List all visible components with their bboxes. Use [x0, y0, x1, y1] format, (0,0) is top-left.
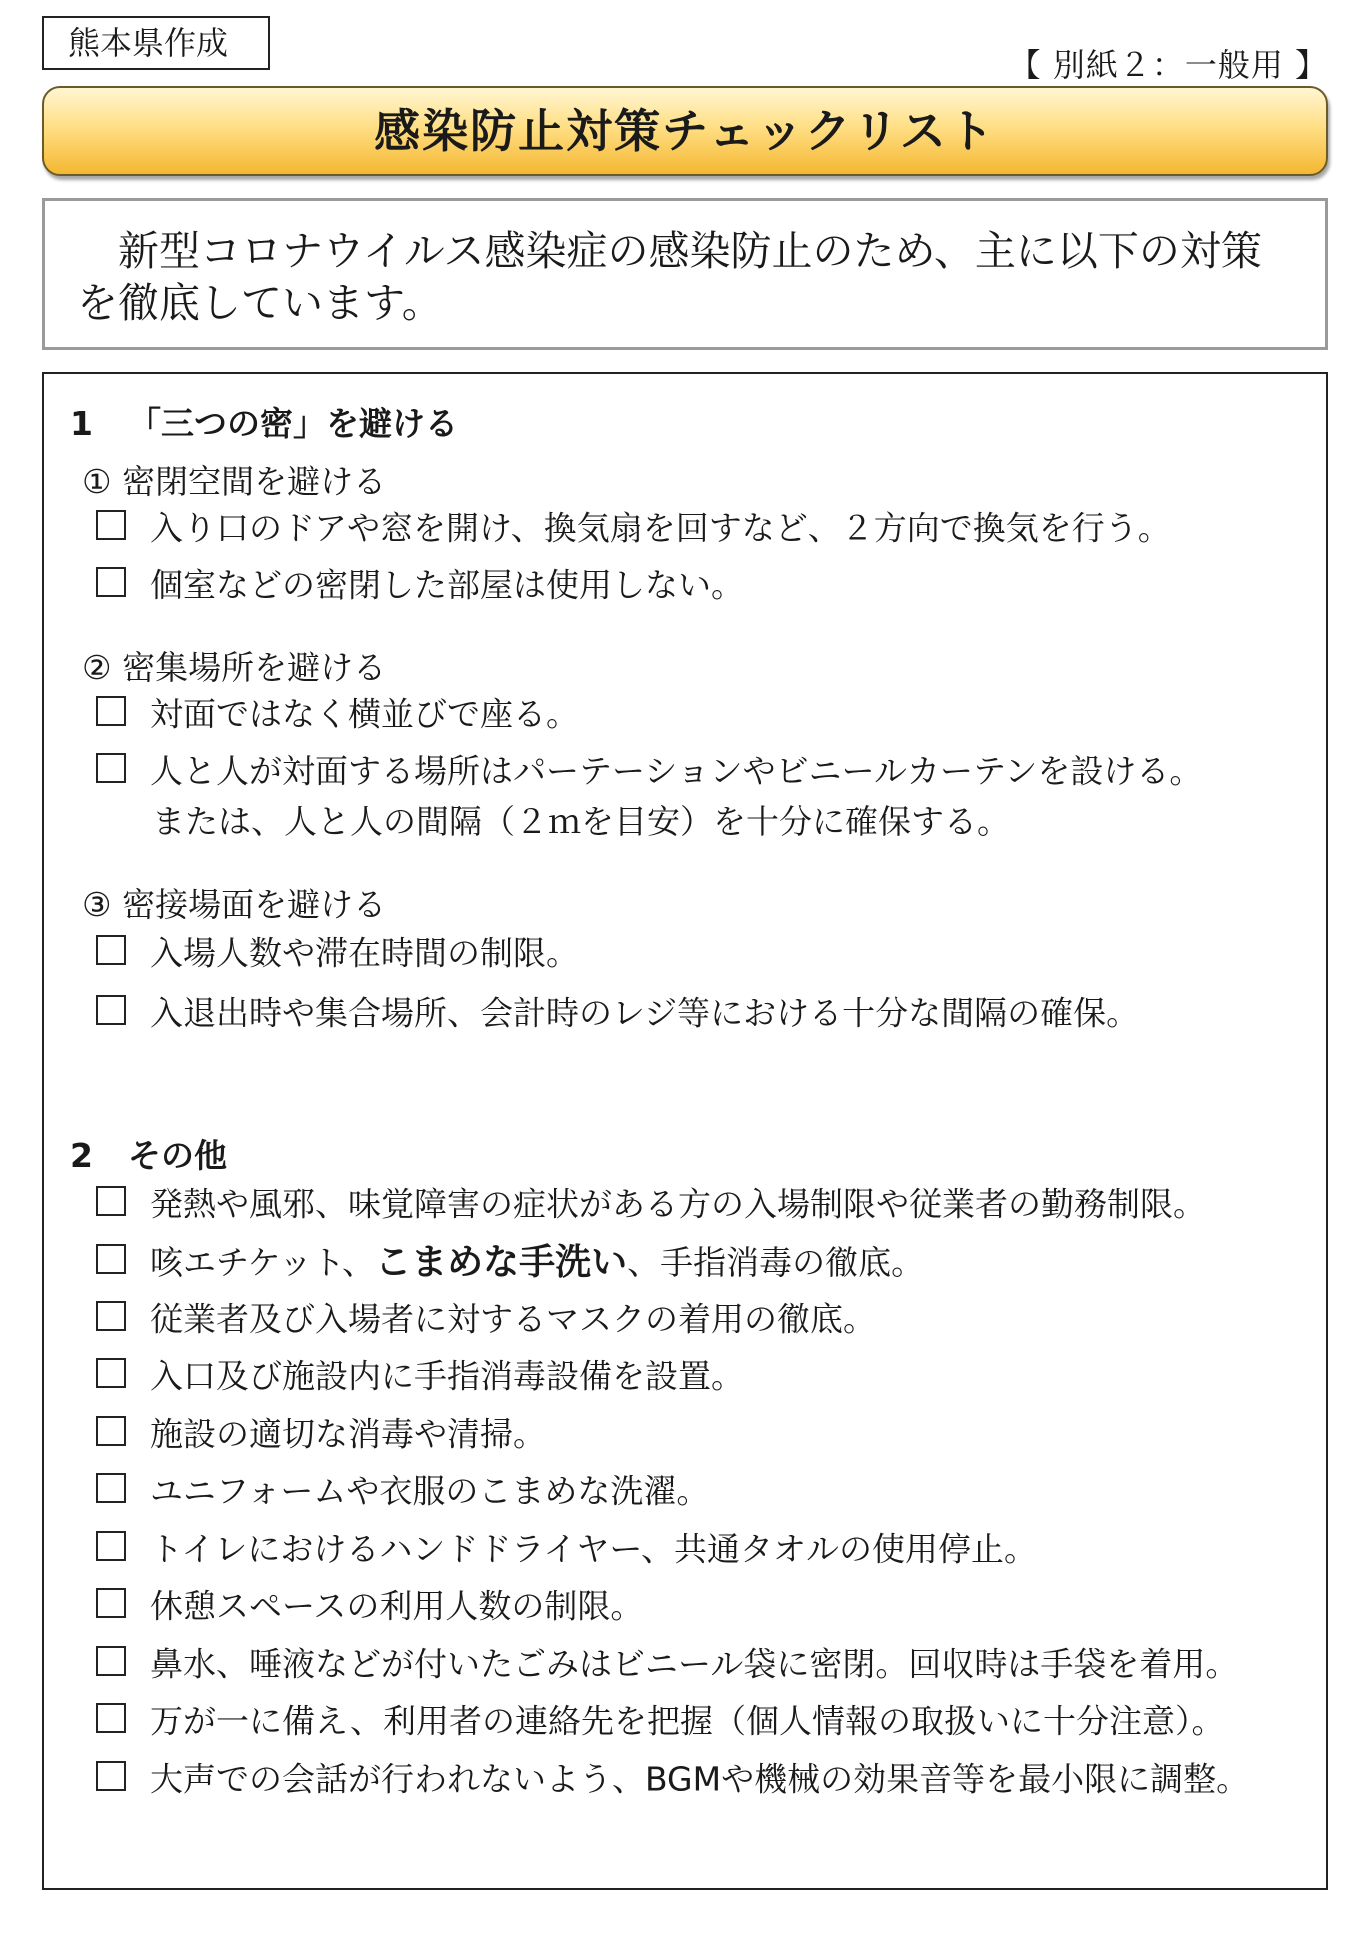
checkbox[interactable]: [96, 1186, 126, 1216]
checkbox[interactable]: [96, 1244, 126, 1274]
section-1-title: 「三つの密」を避ける: [128, 404, 458, 443]
checklist-item-text: 従業者及び入場者に対するマスクの着用の徹底。: [150, 1299, 876, 1339]
checklist-box: [42, 372, 1328, 1890]
checklist-item-text: 発熱や風邪、味覚障害の症状がある方の入場制限や従業者の勤務制限。: [150, 1184, 1206, 1224]
checkbox[interactable]: [96, 1473, 126, 1503]
author-label: 熊本県作成: [42, 16, 270, 70]
checklist-item: [96, 1465, 709, 1517]
checkbox[interactable]: [96, 753, 126, 783]
checklist-item: [96, 688, 579, 740]
checklist-item-text: ユニフォームや衣服のこまめな洗濯。: [150, 1471, 710, 1511]
checklist-item-text: 鼻水、唾液などが付いたごみはビニール袋に密閉。回収時は手袋を着用。: [150, 1644, 1239, 1684]
checklist-item-text: [150, 1243, 924, 1282]
checkbox[interactable]: [96, 1416, 126, 1446]
checkbox[interactable]: [96, 995, 126, 1025]
checkbox[interactable]: [96, 1301, 126, 1331]
checkbox[interactable]: [96, 935, 126, 965]
checklist-item: [96, 1236, 924, 1288]
checklist-item-text: 入場人数や滞在時間の制限。: [150, 933, 579, 973]
checklist-item: [96, 1178, 1206, 1230]
checklist-item: [96, 1753, 1249, 1805]
checklist-item: [96, 1695, 1224, 1747]
subsection-closed-spaces-heading: ① 密閉空間を避ける: [82, 462, 387, 501]
checklist-item-text: 休憩スペースの利用人数の制限。: [150, 1586, 644, 1626]
checklist-item-text: 人と人が対面する場所はパーテーションやビニールカーテンを設ける。: [150, 751, 1203, 791]
checklist-item: [96, 559, 744, 611]
checklist-item: [96, 987, 1139, 1039]
page-title: 感染防止対策チェックリスト: [42, 86, 1328, 176]
checklist-item: [96, 1293, 876, 1345]
checklist-item: [96, 1638, 1238, 1690]
checkbox[interactable]: [96, 1531, 126, 1561]
section-2-heading: [70, 1130, 227, 1177]
checklist-item: [96, 502, 1171, 554]
section-2-number: 2: [70, 1136, 93, 1175]
section-1-heading: [70, 398, 458, 445]
section-1-number: 1: [70, 404, 93, 443]
checklist-item: [96, 745, 1202, 847]
attachment-label: 【 別紙２：一般用 】: [1008, 46, 1328, 84]
checklist-item: [96, 927, 579, 979]
checklist-item-text: 入退出時や集合場所、会計時のレジ等における十分な間隔の確保。: [150, 993, 1140, 1033]
checkbox[interactable]: [96, 1588, 126, 1618]
checklist-item: [96, 1523, 1037, 1575]
checklist-item-continuation: または、人と人の間隔（２ｍを目安）を十分に確保する。: [152, 801, 1010, 841]
checklist-item: [96, 1408, 546, 1460]
checklist-item-text: 大声での会話が行われないよう、BGMや機械の効果音等を最小限に調整。: [150, 1759, 1250, 1799]
checkbox[interactable]: [96, 510, 126, 540]
checkbox[interactable]: [96, 1761, 126, 1791]
checkbox[interactable]: [96, 1646, 126, 1676]
checklist-item-text: トイレにおけるハンドドライヤー、共通タオルの使用停止。: [150, 1529, 1038, 1569]
checklist-item-text: 万が一に備え、利用者の連絡先を把握（個人情報の取扱いに十分注意）。: [150, 1701, 1225, 1741]
handwash-suffix: 、手指消毒の徹底。: [627, 1242, 925, 1282]
subsection-close-contact-heading: ③ 密接場面を避ける: [82, 885, 387, 924]
intro-text: 新型コロナウイルス感染症の感染防止のため、主に以下の対策を徹底しています。: [42, 198, 1328, 350]
checkbox[interactable]: [96, 567, 126, 597]
checklist-item-text: 対面ではなく横並びで座る。: [150, 694, 579, 734]
subsection-crowded-places-heading: ② 密集場所を避ける: [82, 648, 387, 687]
section-2-title: その他: [128, 1136, 227, 1175]
checklist-item-text: 入り口のドアや窓を開け、換気扇を回すなど、２方向で換気を行う。: [150, 508, 1171, 548]
checklist-item: [96, 1350, 744, 1402]
checklist-item-text: 個室などの密閉した部屋は使用しない。: [150, 565, 744, 605]
handwash-emphasis: こまめな手洗い: [375, 1241, 628, 1283]
checkbox[interactable]: [96, 1703, 126, 1733]
checklist-item-text: 入口及び施設内に手指消毒設備を設置。: [150, 1356, 744, 1396]
checklist-item: [96, 1580, 643, 1632]
checklist-item-text: 施設の適切な消毒や清掃。: [150, 1414, 546, 1454]
handwash-prefix: 咳エチケット、: [150, 1242, 376, 1282]
checkbox[interactable]: [96, 1358, 126, 1388]
checkbox[interactable]: [96, 696, 126, 726]
